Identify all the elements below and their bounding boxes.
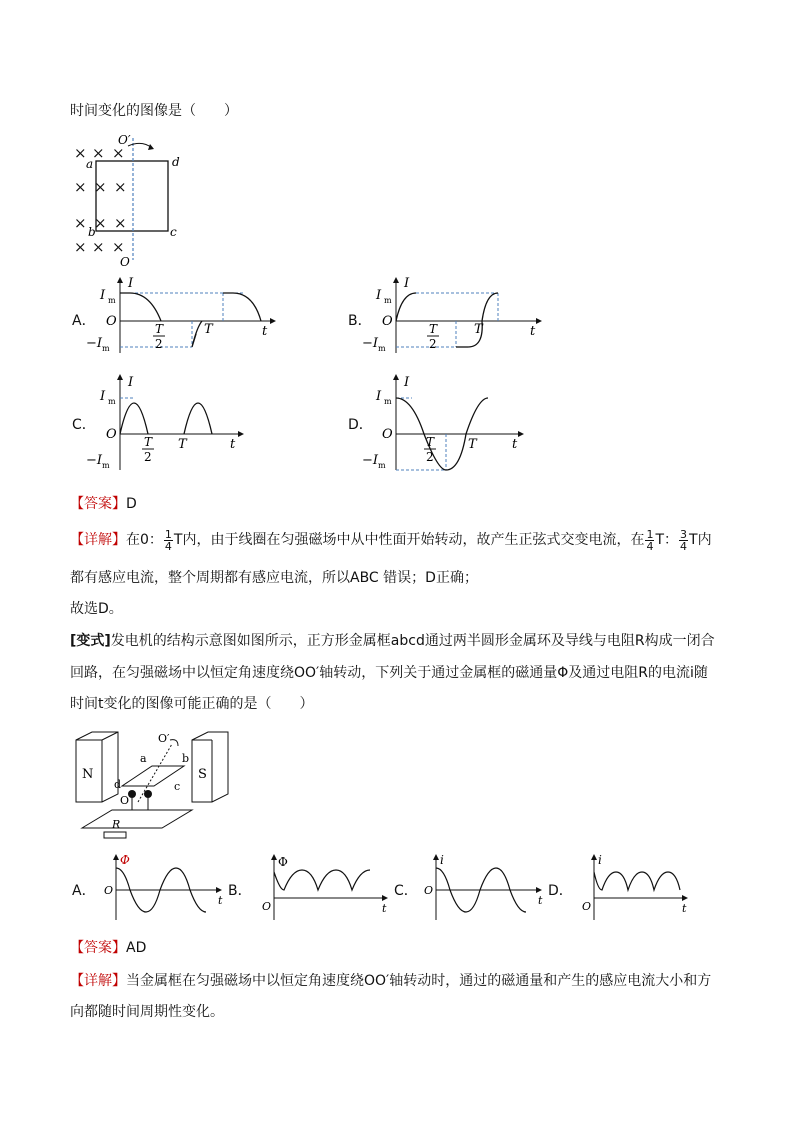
fraction-1-4-b: $\frac{1}{4}$ [646,527,654,553]
q1-detail-line2: 都有感应电流，整个周期都有感应电流，所以ABC 错误；D正确； [70,570,478,586]
svg-text:m: m [378,344,386,353]
q1-option-b-letter[interactable]: B． [348,313,372,329]
svg-text:−I: −I [362,336,379,351]
q1-detail-tag: 【详解】 [70,532,126,548]
q1-graph-b [362,276,556,357]
q2-option-c-letter[interactable]: C． [394,883,418,899]
gen-label-o-prime: O′ [158,732,170,745]
svg-text:×: × [114,178,127,196]
q2-answer-line [70,938,146,958]
svg-text:×: × [92,238,105,256]
svg-text:t: t [512,437,518,452]
svg-text:T: T [204,322,213,337]
q1-graph-a [86,276,280,357]
q1-stem-end: 时间变化的图像是（ ） [70,103,238,119]
q2-graph-c [420,854,550,924]
magnet-s-label: S [198,767,207,782]
svg-text:×: × [92,144,105,162]
svg-text:Φ: Φ [120,853,130,867]
coil-label-d: d [172,155,180,169]
coil-label-o-prime: O′ [118,133,131,147]
q2-option-b-letter[interactable]: B． [228,883,252,899]
svg-text:T: T [144,435,153,449]
svg-text:m: m [384,296,392,305]
svg-text:I: I [100,288,106,303]
svg-text:2: 2 [144,450,152,464]
svg-text:O: O [382,314,393,329]
coil-label-a: a [86,157,94,171]
svg-text:m: m [102,344,110,353]
q1-coil-figure [70,128,180,268]
svg-text:m: m [102,461,110,470]
svg-text:t: t [218,894,223,907]
svg-text:T: T [474,322,483,337]
svg-text:m: m [108,397,116,406]
q2-option-a-letter[interactable]: A． [72,883,96,899]
q2-line2: 回路，在匀强磁场中以恒定角速度绕OO′轴转动，下列关于通过金属框的磁通量Φ及通过电阻R的电流i随 [70,665,708,681]
q1-answer-line [70,494,137,514]
q2-answer-value: AD [126,940,147,956]
svg-text:m: m [108,296,116,305]
svg-text:I: I [404,276,410,291]
svg-text:m: m [384,397,392,406]
svg-text:i: i [440,853,444,867]
svg-text:2: 2 [155,337,163,351]
q1-option-c-letter[interactable]: C． [72,417,96,433]
q2-graph-b [258,854,398,924]
q1-graph-d [362,374,536,474]
svg-text:2: 2 [429,337,437,351]
svg-text:−I: −I [86,336,103,351]
svg-text:t: t [230,437,236,452]
q2-option-d-letter[interactable]: D． [548,883,573,899]
q2-generator-figure [72,728,232,840]
q1-graph-c [86,374,260,474]
gen-label-o: O [120,794,130,807]
fraction-1-4: $\frac{1}{4}$ [164,527,172,553]
fraction-3-4: $\frac{3}{4}$ [680,527,688,553]
svg-text:×: × [74,178,87,196]
svg-text:i: i [598,853,602,867]
svg-text:2: 2 [426,450,434,464]
q2-detail-line1: 【详解】当金属框在匀强磁场中以恒定角速度绕OO′轴转动时，通过的磁通量和产生的感应电流大小和方 [70,973,712,989]
q2-line3: 时间t变化的图像可能正确的是（ ） [70,696,314,712]
svg-text:O: O [262,900,272,913]
svg-text:−I: −I [362,453,379,468]
q2-graph-d [578,854,708,924]
svg-text:t: t [538,894,543,907]
svg-text:O: O [106,314,117,329]
q2-variant-tag: [变式] [70,633,111,649]
q1-answer-tag: 【答案】 [70,496,126,512]
q2-line1: [变式]发电机的结构示意图如图所示，正方形金属框abcd通过两半圆形金属环及导线与电阻R构成一闭合 [70,633,715,649]
svg-text:I: I [128,375,134,390]
svg-text:−I: −I [86,453,103,468]
svg-text:t: t [682,902,687,915]
q1-option-a-letter[interactable]: A． [72,313,96,329]
svg-text:I: I [404,375,410,390]
svg-text:T: T [429,322,438,336]
svg-text:Φ: Φ [278,855,288,869]
svg-text:I: I [100,389,106,404]
svg-text:T: T [426,435,435,449]
svg-text:O: O [424,884,434,897]
gen-label-c: c [174,780,181,793]
magnet-n-label: N [82,767,94,782]
svg-text:×: × [94,178,107,196]
svg-text:I: I [128,276,134,291]
q1-option-d-letter[interactable]: D． [348,417,373,433]
svg-text:×: × [74,144,87,162]
svg-text:×: × [112,144,125,162]
svg-text:O: O [582,900,592,913]
coil-label-b: b [88,225,96,239]
gen-label-b: b [182,752,190,765]
q2-detail-line2: 向都随时间周期性变化。 [70,1004,224,1020]
svg-text:m: m [378,461,386,470]
svg-text:T: T [178,437,187,452]
svg-text:×: × [94,214,107,232]
svg-text:I: I [376,389,382,404]
svg-text:O: O [104,884,114,897]
svg-text:×: × [112,238,125,256]
gen-label-a: a [140,752,147,765]
svg-text:O: O [382,427,393,442]
svg-text:t: t [382,902,387,915]
resistor-label: R [112,818,121,831]
svg-text:T: T [155,322,164,336]
q1-detail-line1: 【详解】在0： $\frac{1}{4}$ T内，由于线圈在匀强磁场中从中性面开始转动，故产生正弦式交变电流，在 $\frac{1}{4}$ T： $\frac{3}{4}$ T内 [70,527,712,553]
q2-graph-a [100,854,230,924]
coil-label-c: c [170,225,177,239]
svg-text:t: t [262,324,268,339]
svg-text:t: t [530,324,536,339]
q1-answer-value: D [126,496,137,512]
gen-label-d: d [114,778,122,791]
svg-text:×: × [74,238,87,256]
svg-text:O: O [106,427,117,442]
svg-text:×: × [114,214,127,232]
svg-text:I: I [376,288,382,303]
q2-answer-tag: 【答案】 [70,940,126,956]
coil-label-o: O [120,255,130,269]
q1-detail-line3: 故选D。 [70,601,123,617]
svg-text:T: T [468,437,477,452]
svg-text:×: × [74,214,87,232]
q2-detail-tag: 【详解】 [70,973,126,989]
